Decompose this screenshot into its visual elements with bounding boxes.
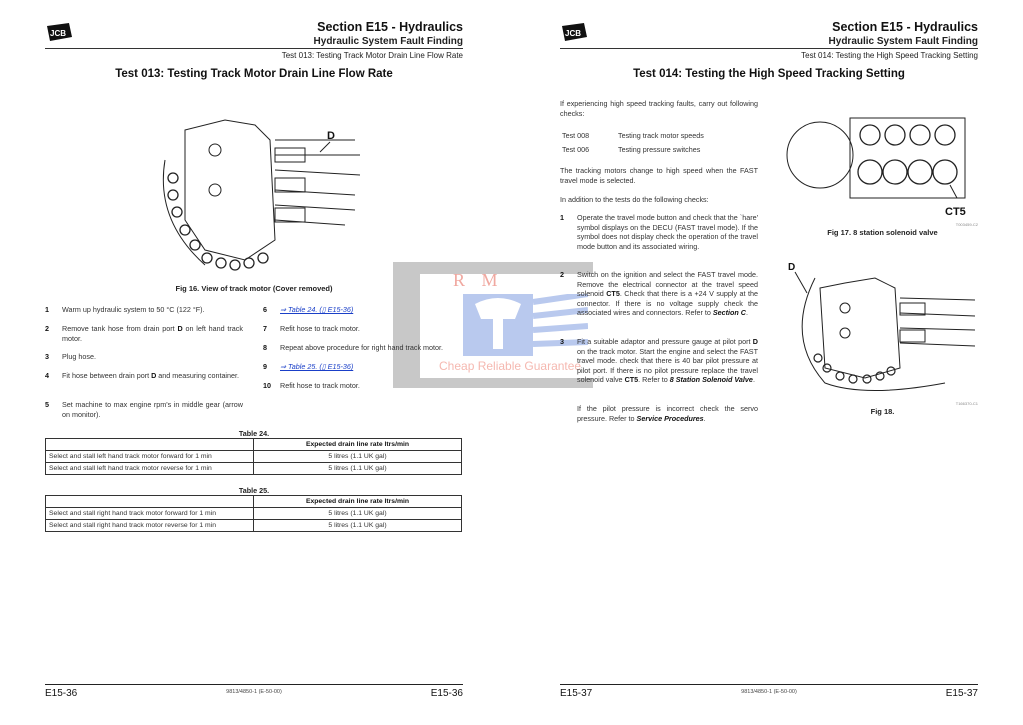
table25-caption: Table 25. — [238, 486, 270, 495]
footer-divider — [560, 684, 978, 685]
step-3: 3 Plug hose. — [45, 352, 96, 361]
track-motor-figure-18 — [785, 258, 980, 398]
page-number: E15-36 — [45, 688, 78, 699]
intro-text: If experiencing high speed tracking faults, carry out following checks: — [560, 99, 758, 118]
step-9: 9 ⇒ Table 25. (▯ E15-36) — [263, 362, 354, 371]
table-row: Select and stall left hand track motor forward for 1 min 5 litres (1.1 UK gal) — [46, 451, 462, 463]
jcb-logo — [560, 22, 588, 42]
step-10: 10 Refit hose to track motor. — [263, 381, 360, 390]
note-text: If the pilot pressure is incorrect check the servo pressure. Refer to Service Procedures. — [577, 404, 758, 423]
label-d: D — [327, 130, 335, 142]
header-divider — [560, 48, 978, 49]
table-row: Select and stall right hand track motor forward for 1 min 5 litres (1.1 UK gal) — [46, 508, 462, 520]
table25-link[interactable]: ⇒ Table 25. (▯ E15-36) — [280, 362, 354, 371]
step-8: 8 Repeat above procedure for right hand track motor. — [263, 343, 444, 352]
fig17-caption: Fig 17. 8 station solenoid valve — [827, 228, 938, 237]
step-7: 7 Refit hose to track motor. — [263, 324, 360, 333]
step-1: 1 Operate the travel mode button and check that the `hare' symbol displays on the DECU (FAST travel mode). If the symbol does not display check the operation of the travel mode button and its associated wiring. — [560, 213, 758, 251]
step-2: 2 Remove tank hose from drain port D on left hand track motor. — [45, 324, 243, 343]
watermark-slogan: Cheap Reliable Guarantee — [439, 359, 582, 373]
header-divider — [45, 48, 463, 49]
doc-number: 9813/4850-1 (E-50-00) — [741, 689, 797, 695]
section-title: Section E15 - Hydraulics — [317, 20, 463, 34]
table24-caption: Table 24. — [238, 429, 270, 438]
page-title: Test 014: Testing the High Speed Tracking Setting — [633, 68, 905, 80]
check-test: Test 008 — [562, 131, 590, 140]
step-4: 4 Fit hose between drain port D and measuring container. — [45, 371, 240, 380]
page-title: Test 013: Testing Track Motor Drain Line Flow Rate — [115, 68, 393, 80]
service-procedures-ref[interactable]: Service Procedures — [636, 413, 704, 423]
table-25: Expected drain line rate ltrs/min Select and stall right hand track motor forward for 1 min 5 litres (1.1 UK gal) Select and stall right hand track motor reverse for 1 min 5 litres (1.1 UK gal) — [45, 495, 462, 532]
step-2: 2 Switch on the ignition and select the FAST travel mode. Remove the electrical connector at the travel speed solenoid CT5. Check that there is a +24 V supply at the connector. If there is no voltage supply check the associated wires and connectors. Refer to Section C. — [560, 270, 758, 317]
page-number: E15-37 — [560, 688, 593, 699]
watermark-logo-text: R M — [453, 270, 504, 290]
step-6: 6 ⇒ Table 24. (▯ E15-36) — [263, 305, 354, 314]
section-c-ref[interactable]: Section C — [712, 308, 746, 317]
check-desc: Testing pressure switches — [618, 145, 701, 154]
fig16-caption: Fig 16. View of track motor (Cover removed) — [175, 284, 333, 293]
subsection-title: Hydraulic System Fault Finding — [828, 36, 978, 47]
right-page — [560, 0, 978, 725]
para-1: The tracking motors change to high speed when the FAST travel mode is selected. — [560, 166, 758, 185]
step-1: 1 Warm up hydraulic system to 50 °C (122 °F). — [45, 305, 205, 314]
jcb-logo — [45, 22, 73, 42]
running-head: Test 014: Testing the High Speed Tracking Setting — [801, 51, 978, 60]
para-2: In addition to the tests do the following checks: — [560, 195, 709, 204]
step-3: 3 Fit a suitable adaptor and pressure gauge at pilot port D on the track motor. Start the engine and select the FAST travel mode. check that there is 40 bar pilot pressure at pilot port. If there is no pilot pressure replace the travel solenoid valve CT5. Refer to 8 Station Solenoid Valve. — [560, 337, 758, 384]
check-test: Test 006 — [562, 145, 590, 154]
step-5: 5 Set machine to max engine rpm's in middle gear (arrow on monitor). — [45, 400, 243, 419]
subsection-title: Hydraulic System Fault Finding — [313, 36, 463, 47]
check-desc: Testing track motor speeds — [618, 131, 704, 140]
left-page — [45, 0, 463, 725]
fig18-caption: Fig 18. — [870, 407, 895, 416]
doc-number: 9813/4850-1 (E-50-00) — [226, 689, 282, 695]
label-d: D — [788, 262, 796, 273]
fig17-code: T003459-C2 — [955, 222, 978, 227]
label-ct5: CT5 — [945, 206, 966, 218]
page-number: E15-37 — [945, 688, 978, 699]
fig18-code: T166370-C1 — [955, 401, 978, 406]
svg-text:JCB: JCB — [50, 29, 67, 38]
section-title: Section E15 - Hydraulics — [832, 20, 978, 34]
footer-divider — [45, 684, 463, 685]
table24-link[interactable]: ⇒ Table 24. (▯ E15-36) — [280, 305, 354, 314]
solenoid-valve-ref[interactable]: 8 Station Solenoid Valve — [669, 375, 753, 384]
table-24: Expected drain line rate ltrs/min Select and stall left hand track motor forward for 1 min 5 litres (1.1 UK gal) Select and stall left hand track motor reverse for 1 min 5 litres (1.1 UK gal) — [45, 438, 462, 475]
page-number: E15-36 — [430, 688, 463, 699]
track-motor-figure — [145, 100, 365, 275]
svg-text:JCB: JCB — [565, 29, 582, 38]
table-row: Select and stall right hand track motor reverse for 1 min 5 litres (1.1 UK gal) — [46, 520, 462, 532]
table-row: Select and stall left hand track motor reverse for 1 min 5 litres (1.1 UK gal) — [46, 463, 462, 475]
running-head: Test 013: Testing Track Motor Drain Line Flow Rate — [281, 51, 463, 60]
solenoid-valve-figure — [785, 110, 980, 220]
